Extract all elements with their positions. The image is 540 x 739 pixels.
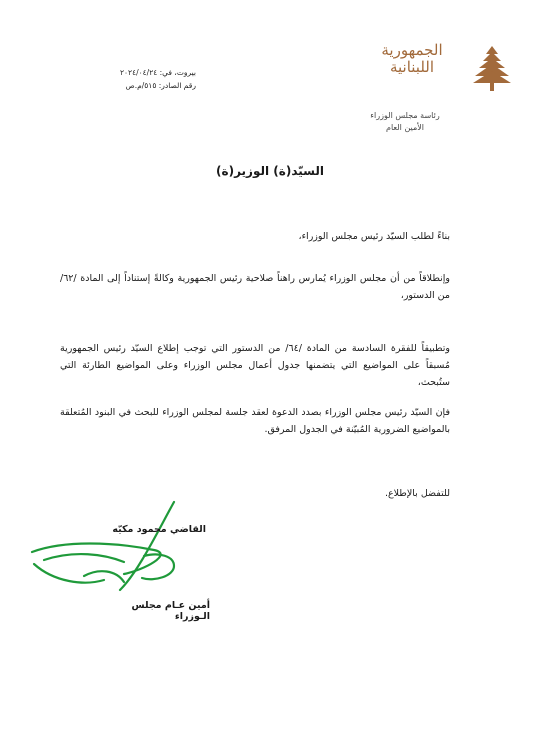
office-title	[360, 110, 450, 134]
office-line-1: رئاسة مجلس الوزراء	[370, 111, 440, 120]
date-line: بيروت، في: ٢٠٢٤/٠٤/٢٤	[119, 68, 196, 77]
republic-title	[362, 42, 462, 76]
paragraph-1: بناءً لطلب السيّد رئيس مجلس الوزراء،	[298, 231, 450, 242]
republic-line-1: الجمهورية	[381, 41, 443, 59]
republic-line-2: اللبنانية	[389, 58, 435, 76]
closing-line: للتفضل بالإطلاع.	[384, 488, 450, 499]
letterhead	[362, 40, 512, 140]
salutation: السيّد(ة) الوزير(ة)	[216, 164, 324, 178]
office-line-2: الأمين العام	[385, 123, 425, 132]
paragraph-3: وتطبيقاً للفقرة السادسة من المادة /٦٤/ من الدستور التي توجب إطلاع السيّد رئيس الجمهورية مُسبقاً على المواضيع التي يتضمنها جدول أعمال مجلس الوزراء وعلى المواضيع الطارئة التي ستُبحث،	[60, 343, 451, 388]
reference-number: رقم الصادر: ٥١٥/م.ص	[125, 81, 196, 90]
date-reference-block	[56, 66, 196, 92]
signatory-name: القاضي محمود مكيّه	[112, 524, 206, 535]
paragraph-4: فإن السيّد رئيس مجلس الوزراء بصدد الدعوة لعقد جلسة لمجلس الوزراء للبحث في البنود المُتعلقة بالمواضيع الضرورية المُبيّنة في الجدول المرفق.	[60, 407, 450, 435]
cedar-icon	[472, 44, 512, 92]
handwritten-signature	[24, 490, 234, 600]
signatory-role: أمين عـام مجلس الـوزراء	[131, 600, 210, 622]
paragraph-2: وإنطلاقاً من أن مجلس الوزراء يُمارس راهناً صلاحية رئيس الجمهورية وكالةً إستناداً إلى المادة /٦٢/ من الدستور،	[60, 273, 450, 301]
